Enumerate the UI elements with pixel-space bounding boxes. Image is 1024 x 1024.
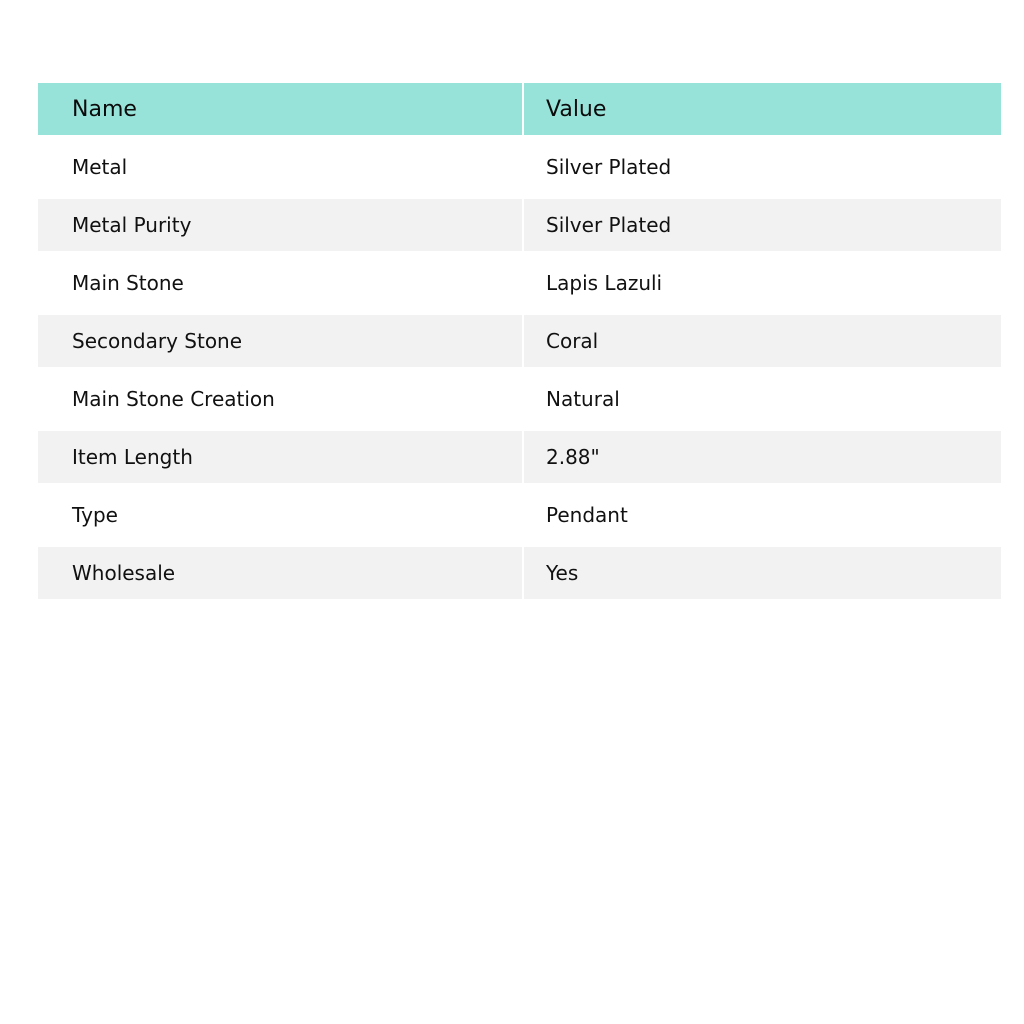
row-name: Metal Purity <box>38 199 524 251</box>
row-value: Yes <box>524 547 1001 599</box>
row-name: Main Stone Creation <box>38 367 524 431</box>
row-name: Type <box>38 483 524 547</box>
table-row <box>38 135 1001 199</box>
row-name: Main Stone <box>38 251 524 315</box>
row-value: Lapis Lazuli <box>546 271 663 295</box>
table-row <box>38 483 1001 547</box>
row-value: Coral <box>524 315 1001 367</box>
table-row <box>38 547 1001 599</box>
table-row <box>38 315 1001 367</box>
row-name: Item Length <box>38 431 524 483</box>
row-value: Natural <box>546 387 620 411</box>
row-value: Silver Plated <box>524 199 1001 251</box>
row-name: Secondary Stone <box>38 315 524 367</box>
table-row <box>38 431 1001 483</box>
row-value: 2.88" <box>524 431 1001 483</box>
specifications-table <box>38 83 1001 599</box>
row-value: Pendant <box>546 503 628 527</box>
header-value: Value <box>524 83 1001 135</box>
row-name: Metal <box>38 135 524 199</box>
row-value: Silver Plated <box>546 155 672 179</box>
table-row <box>38 367 1001 431</box>
table-row <box>38 251 1001 315</box>
row-name: Wholesale <box>38 547 524 599</box>
header-name: Name <box>38 83 524 135</box>
table-header-row <box>38 83 1001 135</box>
table-row <box>38 199 1001 251</box>
